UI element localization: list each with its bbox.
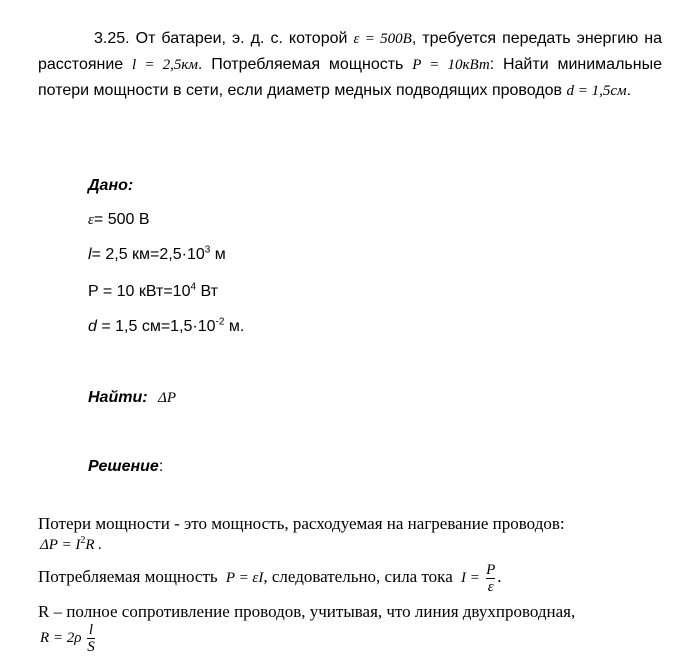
solution-line-2 [38,560,502,594]
power-formula: P = 10кВт [412,57,490,73]
diameter-value: = 1,5 см=1,5·10 [96,318,216,335]
resistance-fraction [87,622,95,655]
resistance-fraction-denominator: S [87,639,95,656]
emf-symbol: ε [88,212,94,228]
power-loss-formula-b: R . [85,537,102,553]
diameter-exponent: -2 [215,316,225,328]
problem-text-5: . [626,82,632,99]
solution-line-2-a: Потребляемая мощность [38,567,218,586]
solution-heading-colon: : [158,458,164,475]
given-heading: Дано: [88,177,134,194]
length-unit: м [210,246,226,263]
power-loss-formula-a: ΔP = I [40,537,81,553]
solution-line-3: R – полное сопротивление проводов, учитывая, что линия двухпроводная, [38,602,576,621]
problem-text-4: : Найти минимальные потери мощности в сети, если диаметр медных подводящих проводов [38,56,662,99]
power-loss-formula-exp: 2 [80,535,86,546]
find-section [88,389,176,407]
current-fraction-numerator: P [486,561,496,578]
length-symbol: l [88,246,92,263]
power-symbol: P [88,283,99,300]
problem-text-2: , требуется передать энергию на расстояние [38,30,662,73]
emf-formula: ε = 500B [353,31,412,47]
given-length [88,246,226,264]
power-value: = 10 кВт=10 [98,283,191,300]
solution-line-2-end: . [497,567,502,586]
current-fraction [486,562,495,595]
length-value: = 2,5 км=2,5·10 [91,246,205,263]
resistance-formula [40,620,97,656]
diameter-formula: d = 1,5см [566,83,627,99]
consumed-power-formula: P = εI [225,570,264,586]
power-exponent: 4 [190,281,197,293]
given-power [88,283,218,301]
power-unit: Вт [196,283,218,300]
resistance-fraction-numerator: l [88,622,94,639]
solution-heading: Решение [88,458,159,475]
diameter-unit: м. [224,318,245,335]
problem-text-3: . Потребляемая мощность [197,56,404,73]
diameter-symbol: d [88,318,97,335]
resistance-formula-lhs: R = 2ρ [40,630,82,646]
problem-statement [38,26,662,104]
solution-line-1: Потери мощности - это мощность, расходуемая на нагревание проводов: [38,514,565,533]
length-exponent: 3 [204,244,211,256]
given-diameter [88,318,244,336]
solution-heading-row [88,458,163,476]
emf-value: = 500 В [93,211,150,228]
find-value: ΔP [158,390,176,406]
find-heading: Найти: [88,389,148,406]
given-emf [88,211,150,229]
current-fraction-denominator: ε [487,578,494,595]
problem-text-1: От батареи, э. д. с. которой [135,30,348,47]
distance-formula: l = 2,5км [132,57,198,73]
solution-line-2-b: , следовательно, сила тока [263,567,453,586]
current-formula-lhs: I = [460,570,480,586]
problem-number: 3.25. [94,30,130,47]
power-loss-formula [40,537,102,554]
